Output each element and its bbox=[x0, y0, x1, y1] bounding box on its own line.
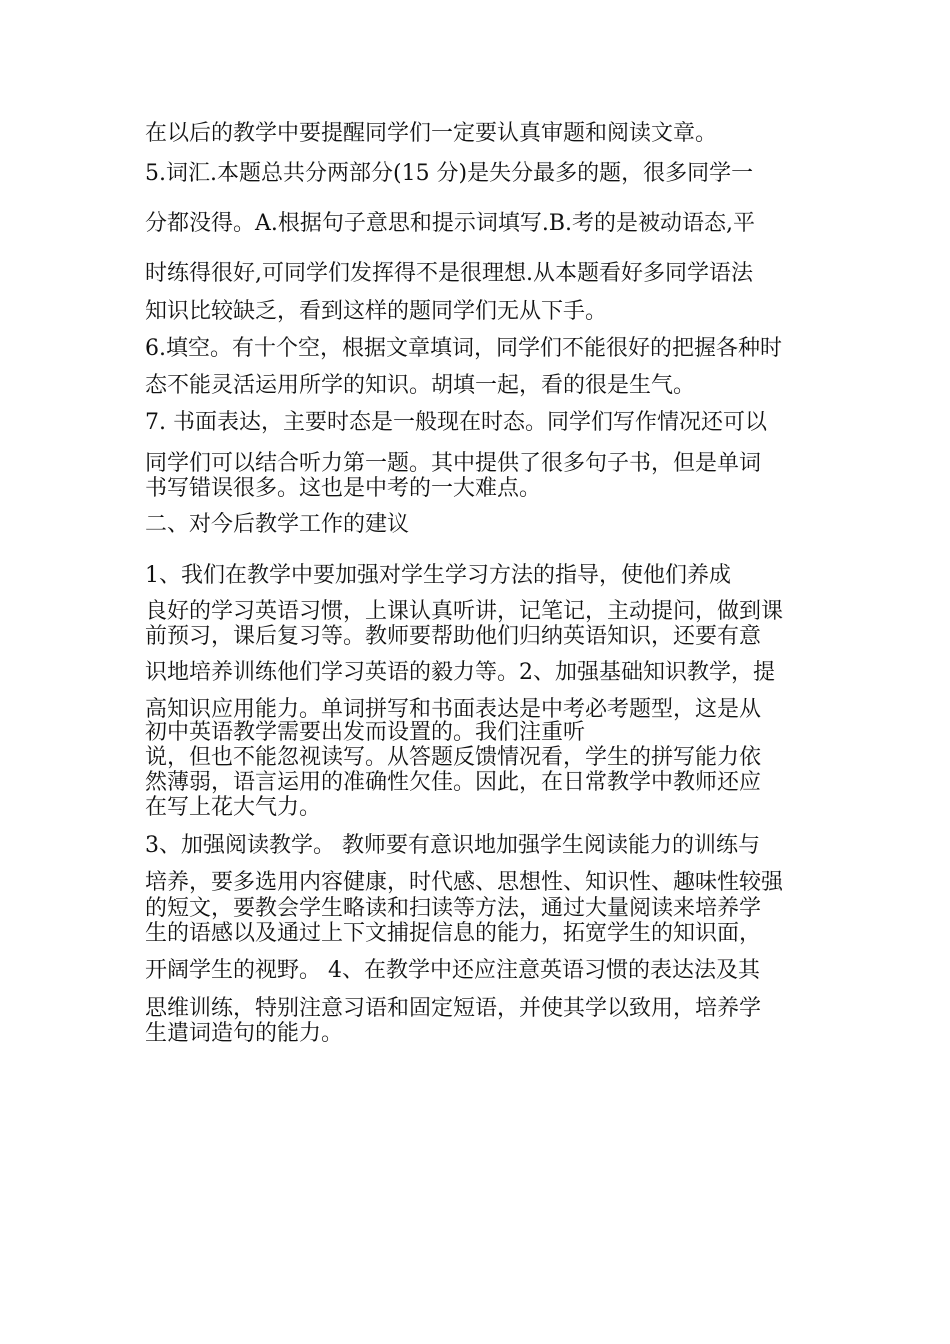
text-line: 1、我们在教学中要加强对学生学习方法的指导，使他们养成 bbox=[145, 563, 731, 588]
text-line: 7. 书面表达，主要时态是一般现在时态。同学们写作情况还可以 bbox=[145, 410, 767, 435]
text-line: 生遣词造句的能力。 bbox=[145, 1021, 344, 1046]
text-line: 知识比较缺乏，看到这样的题同学们无从下手。 bbox=[145, 299, 608, 324]
text-line: 在写上花大气力。 bbox=[145, 795, 322, 820]
text-line: 书写错误很多。这也是中考的一大难点。 bbox=[145, 476, 542, 501]
text-line: 然薄弱，语言运用的准确性欠佳。因此，在日常教学中教师还应 bbox=[145, 770, 762, 795]
text-line: 生的语感以及通过上下文捕捉信息的能力，拓宽学生的知识面， bbox=[145, 921, 762, 946]
text-line: 说，但也不能忽视读写。从答题反馈情况看，学生的拼写能力依 bbox=[145, 745, 762, 770]
text-line: 分都没得。A.根据句子意思和提示词填写.B.考的是被动语态,平 bbox=[145, 211, 756, 236]
text-line: 思维训练，特别注意习语和固定短语，并使其学以致用，培养学 bbox=[145, 996, 762, 1021]
text-line: 同学们可以结合听力第一题。其中提供了很多句子书，但是单词 bbox=[145, 451, 762, 476]
text-line: 时练得很好,可同学们发挥得不是很理想.从本题看好多同学语法 bbox=[145, 261, 753, 286]
text-line: 初中英语教学需要出发而设置的。我们注重听 bbox=[145, 720, 586, 745]
text-line: 6.填空。有十个空，根据文章填词，同学们不能很好的把握各种时 bbox=[145, 336, 782, 361]
text-line: 高知识应用能力。单词拼写和书面表达是中考必考题型，这是从 bbox=[145, 697, 762, 722]
text-line: 态不能灵活运用所学的知识。胡填一起，看的很是生气。 bbox=[145, 373, 696, 398]
text-line: 的短文，要教会学生略读和扫读等方法，通过大量阅读来培养学 bbox=[145, 896, 762, 921]
text-line: 5.词汇.本题总共分两部分(15 分)是失分最多的题，很多同学一 bbox=[145, 161, 754, 186]
text-line: 3、加强阅读教学。 教师要有意识地加强学生阅读能力的训练与 bbox=[145, 833, 760, 858]
section-heading: 二、对今后教学工作的建议 bbox=[145, 512, 410, 537]
text-line: 开阔学生的视野。 4、在教学中还应注意英语习惯的表达法及其 bbox=[145, 958, 760, 983]
text-line: 良好的学习英语习惯，上课认真听讲，记笔记，主动提问，做到课 bbox=[145, 599, 784, 624]
text-line: 培养，要多选用内容健康，时代感、思想性、知识性、趣味性较强 bbox=[145, 870, 784, 895]
text-line: 在以后的教学中要提醒同学们一定要认真审题和阅读文章。 bbox=[145, 121, 718, 146]
text-line: 识地培养训练他们学习英语的毅力等。2、加强基础知识教学，提 bbox=[145, 660, 775, 685]
text-line: 前预习，课后复习等。教师要帮助他们归纳英语知识，还要有意 bbox=[145, 624, 762, 649]
